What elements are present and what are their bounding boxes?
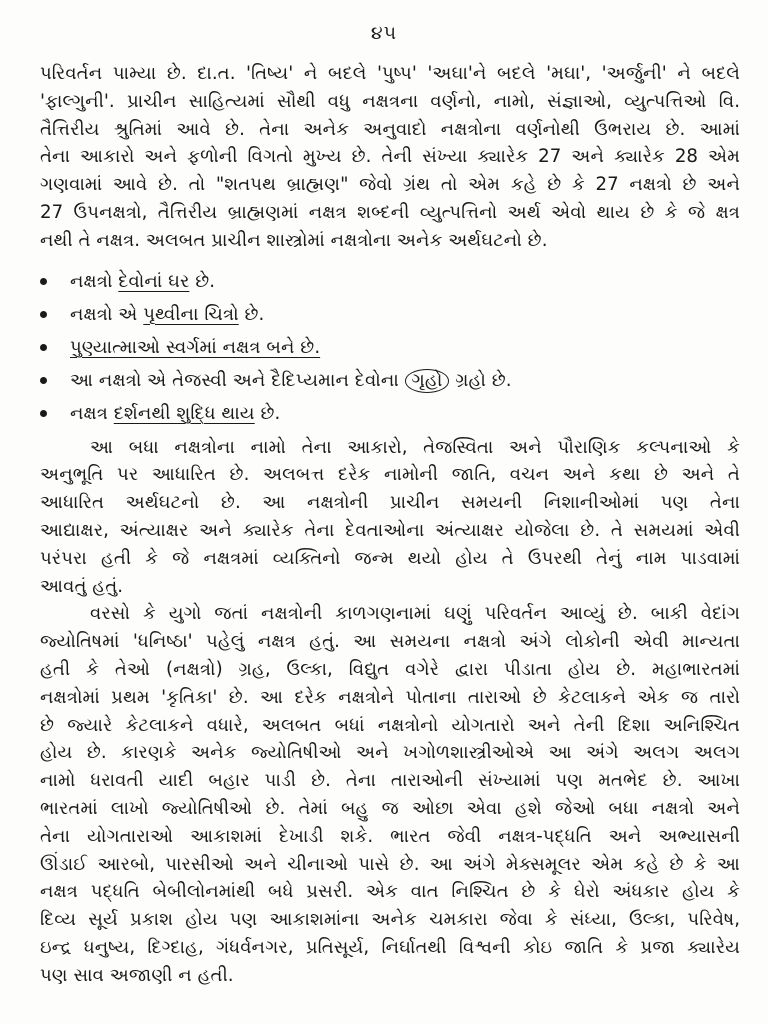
text-line: આદ્યાક્ષર, અંત્યાક્ષર અને ક્યારેક તેના દેવતાઓના અંત્યાક્ષર યોજેલા છે. તે સમયમાં એવી xyxy=(40,519,740,541)
text-line: તૈત્તિરીય શ્રુતિમાં આવે છે. તેના અનેક અનુવાદો નક્ષત્રોના વર્ણનોથી ઉભરાય છે. આમાં xyxy=(40,118,740,140)
paragraph-two xyxy=(40,434,740,601)
bullet-dot-icon xyxy=(40,344,47,351)
text-line: દિવ્ય સૂર્ય પ્રકાશ હોય પણ આકાશમાંના અનેક ચમકારા જેવા કે સંધ્યા, ઉલ્કા, પરિવેષ, xyxy=(40,909,740,931)
text-line: ઊંડાઈ આરબો, પારસીઓ અને ચીનાઓ પાસે છે. આ અંગે મેક્સમૂલર એમ કહે છે કે આ xyxy=(40,853,740,875)
bullet-text: છે. xyxy=(189,270,216,292)
bullet-dot-icon xyxy=(40,377,47,384)
text-line: આ બધા નક્ષત્રોના નામો તેના આકારો, તેજસ્વિતા અને પૌરાણિક કલ્પનાઓ કે xyxy=(90,436,740,458)
underlined-phrase: દેવોનાં ઘર xyxy=(118,270,190,292)
body-text xyxy=(40,60,740,990)
bullet-item xyxy=(40,298,740,331)
text-line: 27 ઉપનક્ષત્રો, તૈત્તિરીય બ્રાહ્મણમાં નક્ષત્ર શબ્દની વ્યુત્પત્તિનો અર્થ એવો થાય છે કે જે ક્ષત્ર xyxy=(40,201,740,223)
text-line: પરિવર્તન પામ્યા છે. દા.ત. 'તિષ્ય' ને બદલે 'પુષ્પ' 'અઘા'ને બદલે 'મઘા', 'અર્જુની' ને બદલે xyxy=(40,63,740,84)
text-line: આવતું હતું. xyxy=(40,575,124,597)
bullet-list xyxy=(40,265,740,430)
text-line: છે જ્યારે કેટલાકને વધારે, અલબત બધાં નક્ષત્રોનો યોગતારો અને તેની દિશા અનિશ્ચિત xyxy=(40,714,740,736)
bullet-item xyxy=(40,265,740,298)
paragraph-three xyxy=(40,600,740,989)
circled-word: ગૃહો xyxy=(405,369,450,393)
text-line: હતી કે તેઓ (નક્ષત્રો) ગ્રહ, ઉલ્કા, વિદ્યુત વગેરે દ્વારા પીડાતા હોય છે. મહાભારતમાં xyxy=(40,658,740,680)
bullet-text: નક્ષત્રો xyxy=(70,270,119,292)
text-line: વરસો કે યુગો જતાં નક્ષત્રોની કાળગણનામાં ઘણું પરિવર્તન આવ્યું છે. બાકી વેદાંગ xyxy=(90,603,740,625)
bullet-text: નક્ષત્ર xyxy=(70,402,114,424)
bullet-dot-icon xyxy=(40,278,47,285)
intro-paragraph xyxy=(40,60,740,255)
bullet-dot-icon xyxy=(40,410,47,417)
text-line: હોય છે. કારણકે અનેક જ્યોતિષીઓ અને ખગોળશાસ્ત્રીઓએ આ અંગે અલગ અલગ xyxy=(40,742,740,764)
underlined-phrase: પુણ્યાત્માઓ સ્વર્ગમાં નક્ષત્ર બને છે. xyxy=(70,336,321,358)
underlined-phrase: દર્શનથી શુદ્ધિ થાય xyxy=(113,402,255,424)
text-line: તેના યોગતારાઓ આકાશમાં દેખાડી શકે. ભારત જેવી નક્ષત્ર-પદ્ધતિ અને અભ્યાસની xyxy=(40,825,740,847)
text-line: પરંપરા હતી કે જે નક્ષત્રમાં વ્યક્તિનો જન્મ થયો હોય તે ઉપરથી તેનું નામ પાડવામાં xyxy=(40,547,740,569)
text-line: અનુભૂતિ પર આધારિત છે. અલબત્ત દરેક નામોની જાતિ, વચન અને કથા છે અને તે xyxy=(40,464,740,486)
text-line: જ્યોતિષમાં 'ધનિષ્ઠા' પહેલું નક્ષત્ર હતું. આ સમયના નક્ષત્રો અંગે લોકોની એવી માન્યતા xyxy=(40,631,740,653)
bullet-text: આ નક્ષત્રો એ તેજસ્વી અને દૈદિપ્યમાન દેવોના xyxy=(70,369,405,391)
text-line: તેના આકારો અને ફળોની વિગતો મુખ્ય છે. તેની સંખ્યા ક્યારેક 27 અને ક્યારેક 28 એમ xyxy=(40,146,740,168)
underlined-phrase: પૃથ્વીના ચિત્રો xyxy=(143,303,239,325)
text-line: આધારિત અર્થઘટનો છે. આ નક્ષત્રોની પ્રાચીન સમયની નિશાનીઓમાં પણ તેના xyxy=(40,492,740,514)
text-line: 'ફાલ્ગુની'. પ્રાચીન સાહિત્યમાં સૌથી વધુ નક્ષત્રના વર્ણનો, નામો, સંજ્ઞાઓ, વ્યુત્પત્તિઓ વિ. xyxy=(40,90,740,112)
bullet-dot-icon xyxy=(40,311,47,318)
text-line: નથી તે નક્ષત્ર. અલબત પ્રાચીન શાસ્ત્રોમાં નક્ષત્રોના અનેક અર્થઘટનો છે. xyxy=(40,229,548,251)
text-line: પણ સાવ અજાણી ન હતી. xyxy=(40,964,234,986)
bullet-text: ગ્રહો છે. xyxy=(449,369,512,391)
text-line: ઇન્દ્ર ધનુષ્ય, દિગ્દાહ, ગંધર્વનગર, પ્રતિસૂર્ય, નિર્ઘાતથી વિશ્વની કોઇ જાતિ કે પ્રજા ક્યારેય xyxy=(40,936,740,958)
bullet-text: નક્ષત્રો એ xyxy=(70,303,144,325)
text-line: નક્ષત્ર પદ્ધતિ બેબીલોનમાંથી બધે પ્રસરી. એક વાત નિશ્ચિત છે કે ઘેરો અંધકાર હોય કે xyxy=(40,881,740,903)
bullet-item xyxy=(40,331,740,364)
page-number: ૪૫ xyxy=(370,22,398,44)
text-line: નામો ધરાવતી યાદી બહાર પાડી છે. તેના તારાઓની સંખ્યામાં પણ મતભેદ છે. આખા xyxy=(40,770,740,792)
text-line: નક્ષત્રોમાં પ્રથમ 'કૃતિકા' છે. આ દરેક નક્ષત્રોને પોતાના તારાઓ છે કેટલાકને એક જ તારો xyxy=(40,686,740,708)
bullet-item xyxy=(40,397,740,430)
bullet-text: છે. xyxy=(238,303,265,325)
text-line: ગણવામાં આવે છે. તો "શતપથ બ્રાહ્મણ" જેવો ગ્રંથ તો એમ કહે છે કે 27 નક્ષત્રો છે અને xyxy=(40,174,740,196)
text-line: ભારતમાં લાખો જ્યોતિષીઓ છે. તેમાં બહુ જ ઓછા એવા હશે જેઓ બધા નક્ષત્રો અને xyxy=(40,797,740,819)
bullet-text: છે. xyxy=(254,402,281,424)
bullet-item xyxy=(40,364,740,397)
